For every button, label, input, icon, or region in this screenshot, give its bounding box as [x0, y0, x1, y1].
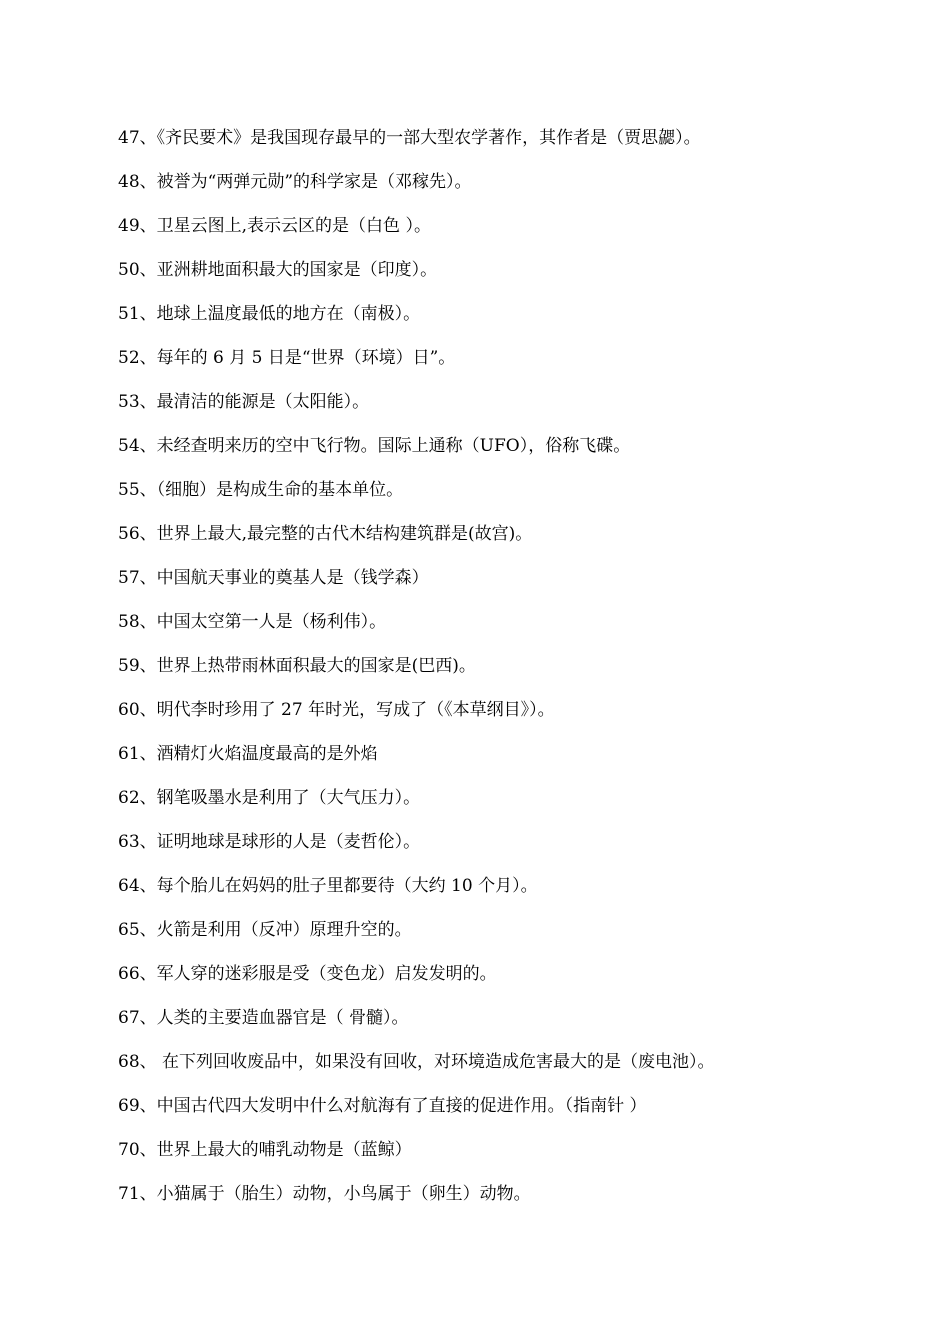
list-item: 48、被誉为“两弹元勋”的科学家是（邓稼先）。: [118, 172, 472, 192]
list-item: 61、酒精灯火焰温度最高的是外焰: [118, 744, 378, 764]
list-item: 50、亚洲耕地面积最大的国家是（印度）。: [118, 260, 438, 280]
list-item: 71、小猫属于（胎生）动物，小鸟属于（卵生）动物。: [118, 1184, 531, 1204]
list-item: 54、未经查明来历的空中飞行物。国际上通称（UFO），俗称飞碟。: [118, 436, 631, 456]
list-item: 70、世界上最大的哺乳动物是（蓝鲸）: [118, 1140, 412, 1160]
list-item: 55、（细胞）是构成生命的基本单位。: [118, 480, 404, 500]
list-item: 60、明代李时珍用了 27 年时光，写成了（《本草纲目》）。: [118, 700, 555, 720]
list-item: 62、钢笔吸墨水是利用了（大气压力）。: [118, 788, 421, 808]
list-item: 64、每个胎儿在妈妈的肚子里都要待（大约 10 个月）。: [118, 876, 538, 896]
list-item: 53、最清洁的能源是（太阳能）。: [118, 392, 370, 412]
list-item: 67、人类的主要造血器官是（ 骨髓）。: [118, 1008, 409, 1028]
list-item: 57、中国航天事业的奠基人是（钱学森）: [118, 568, 429, 588]
list-item: 52、每年的 6 月 5 日是“世界（环境）日”。: [118, 348, 456, 368]
list-item: 47、《齐民要术》是我国现存最早的一部大型农学著作，其作者是（贾思勰）。: [118, 128, 701, 148]
list-item: 56、世界上最大,最完整的古代木结构建筑群是(故宫)。: [118, 524, 533, 544]
list-item: 69、中国古代四大发明中什么对航海有了直接的促进作用。（指南针 ）: [118, 1096, 647, 1116]
list-item: 63、证明地球是球形的人是（麦哲伦）。: [118, 832, 421, 852]
list-item: 66、军人穿的迷彩服是受（变色龙）启发发明的。: [118, 964, 497, 984]
question-list: [118, 122, 918, 1222]
list-item: 51、地球上温度最低的地方在（南极）。: [118, 304, 421, 324]
list-item: 59、世界上热带雨林面积最大的国家是(巴西)。: [118, 656, 476, 676]
list-item: 58、中国太空第一人是（杨利伟）。: [118, 612, 387, 632]
list-item: 65、火箭是利用（反冲）原理升空的。: [118, 920, 412, 940]
list-item: 49、卫星云图上,表示云区的是（白色 ）。: [118, 216, 431, 236]
list-item: 68、 在下列回收废品中，如果没有回收，对环境造成危害最大的是（废电池）。: [118, 1052, 715, 1072]
